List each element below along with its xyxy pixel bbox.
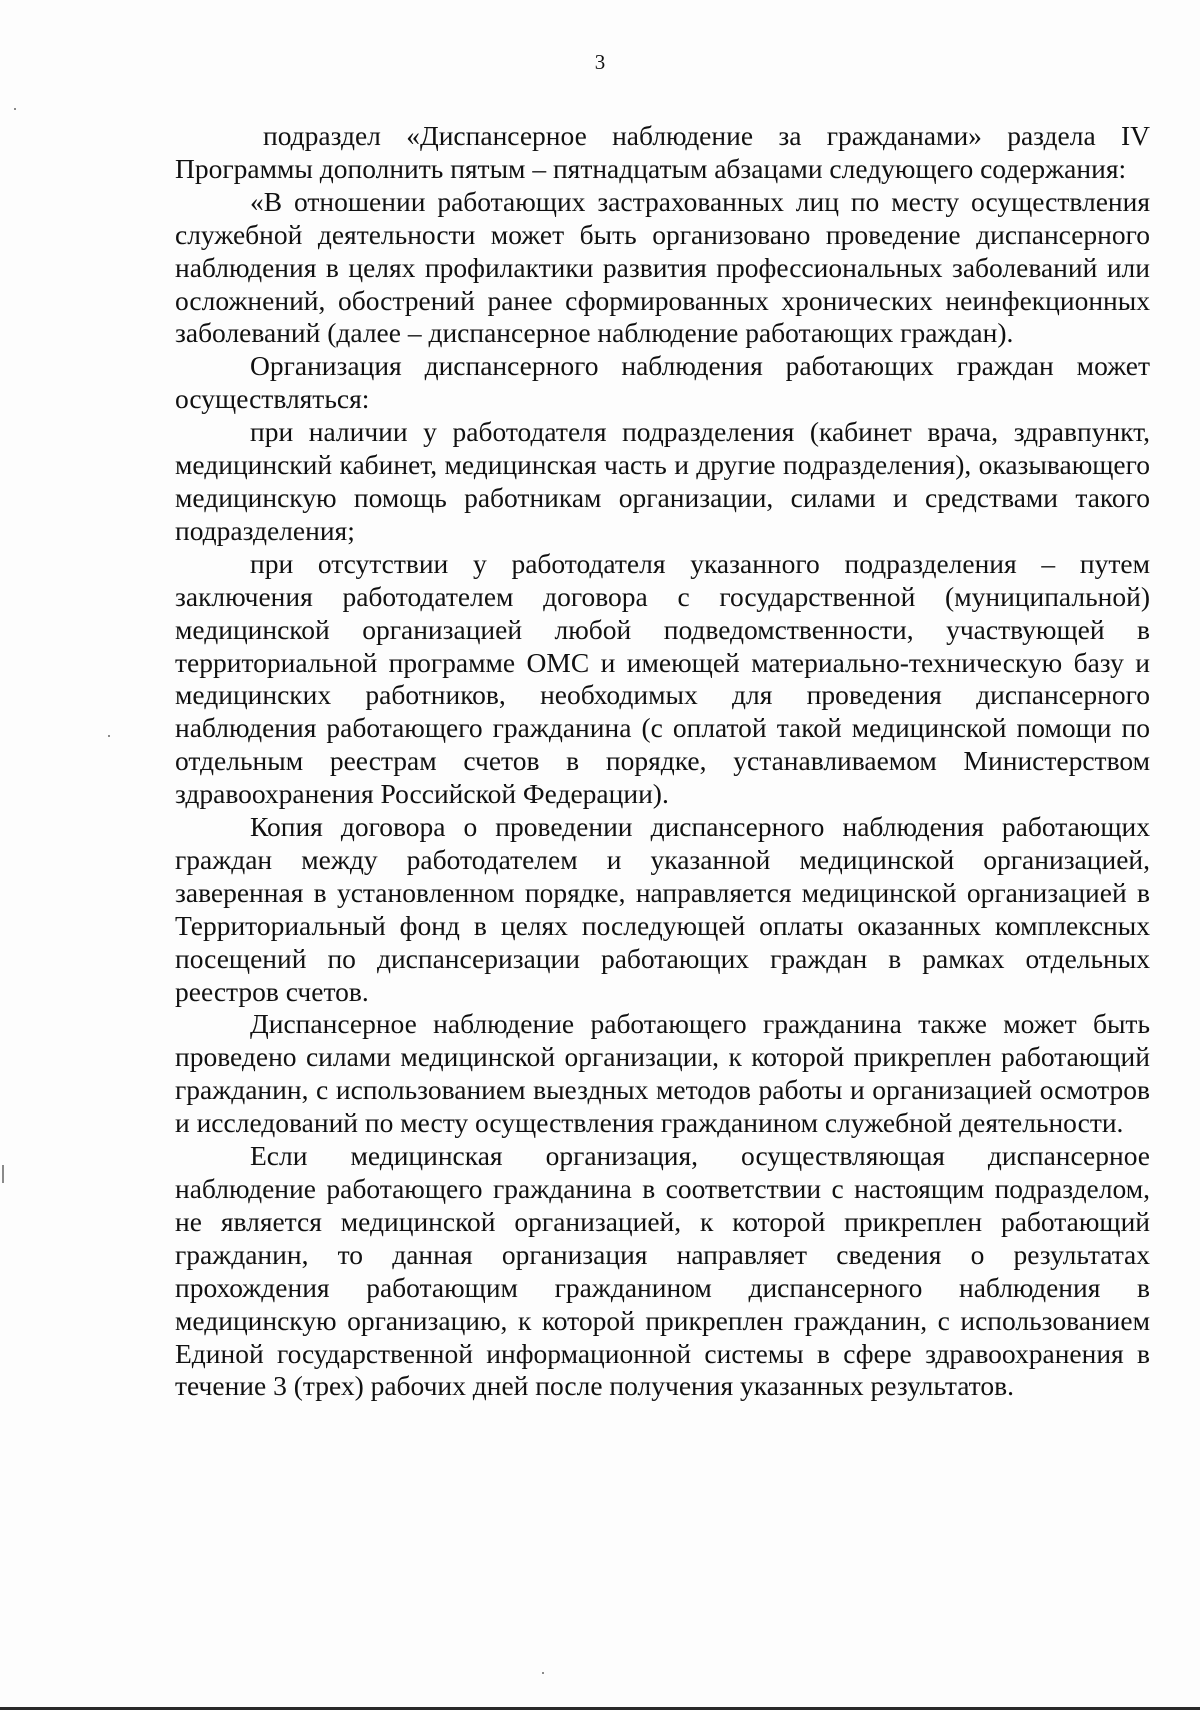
scan-speck: [2, 1165, 4, 1183]
paragraph-intro: подраздел «Диспансерное наблюдение за гражданами» раздела IV Программы дополнить пятым – пятнадцатым абзацами следующего содержания:: [175, 120, 1150, 184]
paragraph-organization: Организация диспансерного наблюдения работающих граждан может осуществляться:: [175, 350, 1150, 415]
scan-speck: [108, 735, 110, 737]
paragraph-contract-option: при отсутствии у работодателя указанного подразделения – путем заключения работодателем договора с государственной (муниципальной) медицинской организацией любой подведомственности, участвующей в территориальной программе ОМС и имеющей материально-техническую базу и медицинских работников, необходимых для проведения диспансерного наблюдения работающего гражданина (с оплатой такой медицинской помощи по отдельным реестрам счетов в порядке, устанавливаемом Министерством здравоохранения Российской Федерации).: [175, 547, 1150, 810]
paragraph-contract-copy: Копия договора о проведении диспансерного наблюдения работающих граждан между работодателем и указанной медицинской организацией, заверенная в установленном порядке, направляется медицинской организацией в Территориальный фонд в целях последующей оплаты оказанных комплексных посещений по диспансеризации работающих граждан в рамках отдельных реестров счетов.: [175, 811, 1150, 1007]
document-body: [175, 120, 1150, 1403]
paragraph-results-reporting: Если медицинская организация, осуществляющая диспансерное наблюдение работающего гражданина в соответствии с настоящим подразделом, не является медицинской организацией, к которой прикреплен работающий гражданин, то данная организация направляет сведения о результатах прохождения работающим гражданином диспансерного наблюдения в медицинскую организацию, к которой прикреплен гражданин, с использованием Единой государственной информационной системы в сфере здравоохранения в течение 3 (трех) рабочих дней после получения указанных результатов.: [175, 1140, 1150, 1402]
paragraph-outreach: Диспансерное наблюдение работающего гражданина также может быть проведено силами медицинской организации, к которой прикреплен работающий гражданин, с использованием выездных методов работы и организацией осмотров и исследований по месту осуществления гражданином служебной деятельности.: [175, 1008, 1150, 1139]
paragraph-working-insured: «В отношении работающих застрахованных лиц по месту осуществления служебной деятельности может быть организовано проведение диспансерного наблюдения в целях профилактики развития профессиональных заболеваний или осложнений, обострений ранее сформированных хронических неинфекционных заболеваний (далее – диспансерное наблюдение работающих граждан).: [175, 185, 1150, 349]
page-number: 3: [594, 50, 606, 74]
scan-speck: [542, 1672, 544, 1674]
paragraph-employer-unit: при наличии у работодателя подразделения (кабинет врача, здравпункт, медицинский кабинет, медицинская часть и другие подразделения), оказывающего медицинскую помощь работникам организации, силами и средствами такого подразделения;: [175, 416, 1150, 546]
scan-speck: [14, 108, 16, 110]
